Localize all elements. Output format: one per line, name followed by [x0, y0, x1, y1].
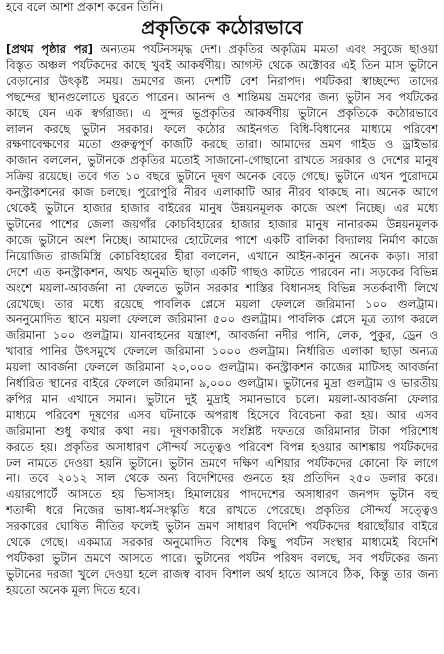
- article-line: মাধ্যমে পরিবেশ দূষণের এসব ঘটনাকে অপরাধ হিসেবে বিবেচনা করা হয়। আর এসব: [6, 407, 438, 422]
- article-line: ভুটানের পাশের জেলা জয়গাঁর কোচবিহারের হাজার হাজার মানুষ নানারকম উন্নয়নমূলক: [6, 216, 438, 231]
- article-line: অননুমোদিত স্থানে ময়লা ফেললে জরিমানা ৫০০ গুলট্রাম। পাবলিক প্লেসে মূত্র ত্যাগ করলে: [6, 312, 438, 327]
- article-line: ময়লা আবর্জনা ফেললে জরিমানা ২০,০০০ গুলট্রাম। কনস্ট্রাকশন কাজের মাটিসহ আবর্জনা: [6, 360, 438, 375]
- article-line: নিয়োজিত রাজমিস্ত্রি কোচবিহারের হীরা বললেন, এখানে আইন-কানুন অনেক কড়া। সারা: [6, 248, 438, 263]
- article-line: জরিমানা শুধু কথার কথা নয়। দূষণকারীকে সংশ্লিষ্ট দফতরে জরিমানার টাকা পরিশোধ: [6, 423, 438, 438]
- article-line: সরকারের ঘোষিত নীতির ফলেই ভুটান ভ্রমণ সাধারণ বিদেশি পর্যটকদের ধরাছোঁয়ার বাইরে: [6, 519, 438, 534]
- article-line: সক্রিয় রয়েছে। তবে গত ১০ বছরে ভুটানে দূষণ অনেক বেড়ে গেছে। ভুটানে এখন পুরোদমে: [6, 169, 438, 184]
- article-line: জরিমানা ১০০ গুলট্রাম। যানবাহনের যন্ত্রাংশ, আবর্জনা নদীর পানি, লেক, পুকুর, ড্রেন ও: [6, 328, 438, 343]
- article-line: পছন্দের স্থানগুলোতে ঘুরতে পারেন। আনন্দ ও শান্তিময় ভ্রমণের জন্য ভুটান সব পর্যটকের: [6, 89, 438, 104]
- lead-in: [প্রথম পৃষ্ঠার পর]: [6, 42, 93, 56]
- article-line: নির্ধারিত স্থানের বাইরে ফেললে জরিমানা ৯,০০০ গুলট্রাম। ভুটানের মুদ্রা গুলট্রাম ও ভারতীয়: [6, 376, 438, 391]
- article-line: রুপির মান এখানে সমান। ভুটানে দুই মুদ্রাই সমানভাবে চলে। ময়লা-আবর্জনা ফেলার: [6, 391, 438, 406]
- article-line: থেকে গেছে। একমাত্র সরকার অনুমোদিত বিশেষ কিছু পর্যটন সংস্থার মাধ্যমেই বিদেশি: [6, 535, 438, 550]
- article-line: কনস্ট্রাকশনের কাজ চলছে। পুরোপুরি নীরব এলাকাটি আর নীরব থাকছে না। অনেক আগে: [6, 185, 438, 200]
- article-line: কাজান বললেন, ভুটানকে প্রকৃতির মতোই সাজানো-গোছানো রাখতে সরকার ও দেশের মানুষ: [6, 153, 438, 168]
- article-line: অংশে ময়লা-আবর্জনা না ফেলতে ভুটান সরকার শাস্তির বিধানসহ বিভিন্ন সতর্কবাণী লিখে: [6, 280, 438, 295]
- article-line: এয়ারপোর্টে আসতে হয় ভিসাসহ। হিমালয়ের পাদদেশের অসাধারণ জনপদ ভুটান বহু: [6, 487, 438, 502]
- article-line: ভুটানের দরজা খুলে দেওয়া হলে রাজস্ব বাবদ বিশাল অর্থ হাতে আসবে ঠিক, কিন্তু তার জন্য: [6, 566, 438, 581]
- article-line: থেকেই ভুটানে হাজার হাজার বাইরের মানুষ উন্নয়নমূলক কাজে অংশ নিচ্ছে। এর মধ্যে: [6, 201, 438, 216]
- article-line: রক্ষণাবেক্ষণের মতো গুরুত্বপূর্ণ কাজটি করছে তারা। আমাদের ভ্রমণ গাইড ও ড্রাইভার: [6, 137, 438, 152]
- article-line: না। তবে ২০১২ সাল থেকে অন্য বিদেশিদের গুনতে হয় প্রতিদিন ২৫০ ডলার করে।: [6, 471, 438, 486]
- article-body: [6, 42, 438, 652]
- article-line: খাবার পানির উৎসমুখে ফেললে জরিমানা ১০০০ গুলট্রাম। নির্ধারিত এলাকা ছাড়া অন্যত্র: [6, 344, 438, 359]
- previous-article-tail: হবে বলে আশা প্রকাশ করেন তিনি।: [6, 0, 164, 14]
- article-headline: প্রকৃতিকে কঠোরভাবে: [141, 16, 303, 39]
- headline-container: [0, 14, 444, 42]
- article-line: রেখেছে। তার মধ্যে রয়েছে পাবলিক প্লেসে ময়লা ফেললে জরিমানা ১০০ গুলট্রাম।: [6, 296, 438, 311]
- article-line: শতাব্দী ধরে নিজের ভাষা-ধর্ম-সংস্কৃতি ধরে রাখতে পেরেছে। প্রকৃতির সৌন্দর্য সত্ত্বেও: [6, 503, 438, 518]
- article-line-text: অন্যতম পর্যটনসমৃদ্ধ দেশ। প্রকৃতির অকৃত্রিম মমতা এবং সবুজে ছাওয়া: [92, 42, 438, 56]
- article-line: ঢল নামতে দেওয়া হয়নি ভুটানে। ভুটান ভ্রমণে দক্ষিণ এশিয়ার পর্যটকদের কোনো ফি লাগে: [6, 455, 438, 470]
- article-line: দেশে এত কনস্ট্রাকশন, অথচ অনুমতি ছাড়া একটি গাছও কাটতে পারবেন না। সড়কের বিভিন্ন: [6, 264, 438, 279]
- article-line: পর্যটকরা ভুটান ভ্রমণে আসতে পারে। ভুটানের পর্যটন পরিষদ বলছে, সব পর্যটকের জন্য: [6, 551, 438, 565]
- article-line: কাছে যেন এক স্বর্গরাজ্য। এ সুন্দর ভূপ্রকৃতির আকর্ষণীয় ভুটানে প্রকৃতিকে কঠোরভাবে: [6, 105, 438, 120]
- article-line: লালন করছে ভুটান সরকার। ফলে কঠোর আইনগত বিধি-বিধানের মাধ্যমে পরিবেশ: [6, 121, 438, 136]
- article-line: বেড়ানোর উৎকৃষ্ট সময়। ভ্রমণের জন্য দেশটি বেশ নিরাপদ। পর্যটকরা স্বাচ্ছন্দ্যে তাদের: [6, 73, 438, 88]
- article-line: বিস্তৃত অঞ্চল পর্যটকদের কাছে খুবই আকর্ষণীয়। আগস্ট থেকে অক্টোবর এই তিন মাস ভুটানে: [6, 57, 438, 72]
- article-line: কাজে ভুটানে অংশ নিচ্ছে। আমাদের হোটেলের পাশে একটি বালিকা বিদ্যালয় নির্মাণ কাজে: [6, 232, 438, 247]
- article-line: [6, 42, 438, 58]
- article-line: করতে হয়। প্রকৃতির অসাধারণ সৌন্দর্য সত্ত্বেও পরিবেশ বিপন্ন হওয়ার আশঙ্কায় পর্যটকদের: [6, 439, 438, 454]
- article-line: হয়তো অনেক মূল্য দিতে হবে।: [6, 582, 141, 597]
